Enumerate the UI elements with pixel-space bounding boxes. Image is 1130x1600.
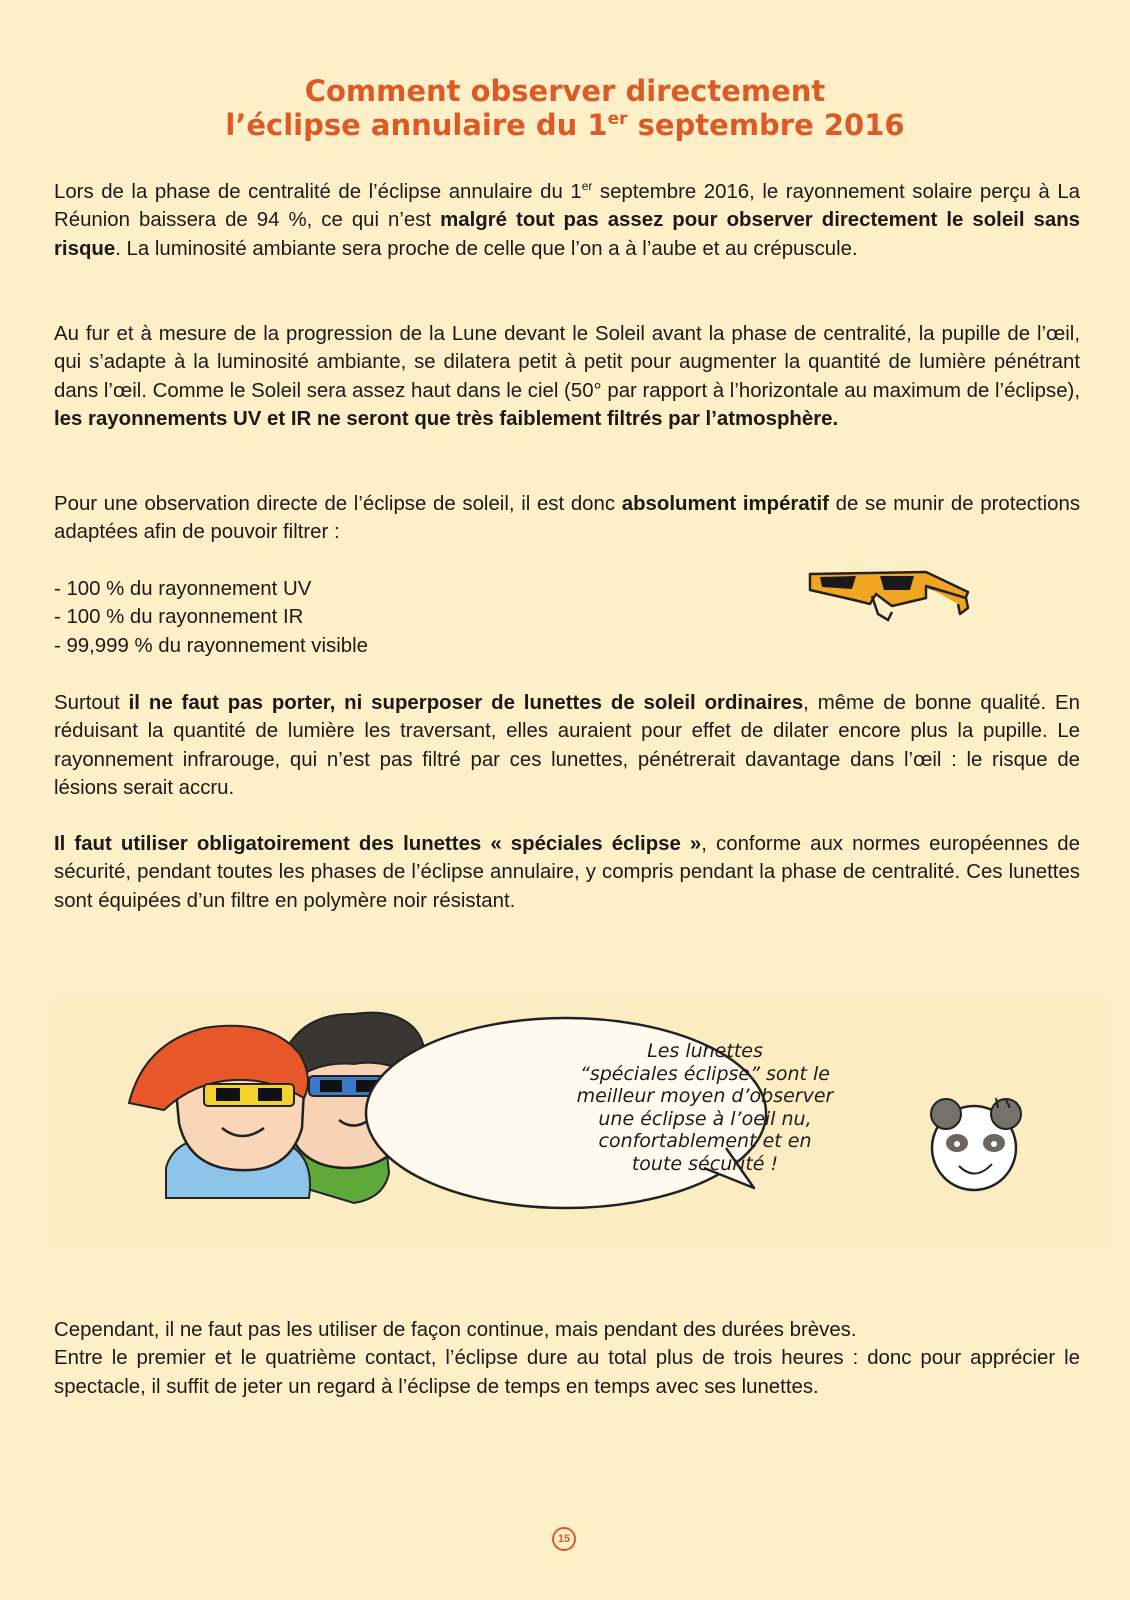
superscript: er — [581, 179, 593, 193]
title-line-1: Comment observer directement — [304, 74, 826, 108]
bubble-line: meilleur moyen d’observer — [576, 1085, 834, 1107]
bubble-line: Les lunettes — [647, 1040, 763, 1062]
bubble-line: une éclipse à l’oeil nu, — [598, 1107, 812, 1130]
bubble-line: confortablement et en — [598, 1130, 812, 1152]
list-item: - 99,999 % du rayonnement visible — [54, 634, 368, 657]
paragraph-text — [54, 830, 1080, 915]
paragraph-text — [54, 178, 1080, 263]
page-number: 15 — [552, 1527, 576, 1551]
bold-warning: il ne faut pas porter, ni superposer de lunettes de soleil ordinaires — [128, 692, 804, 714]
speech-bubble-text — [540, 1040, 870, 1175]
title-line-2 — [225, 108, 904, 142]
paragraph-pupille — [54, 320, 1080, 434]
paragraph-text — [54, 320, 1080, 434]
bold-warning: malgré tout pas assez pour observer directement le soleil sans risque — [54, 209, 1081, 260]
paragraph-lunettes-speciales — [54, 830, 1080, 915]
paragraph-duree — [54, 1316, 1080, 1401]
paragraph-protection — [54, 490, 1080, 547]
page-title — [0, 74, 1130, 142]
text-run: Lors de la phase de centralité de l’éclipse annulaire du 1 — [54, 181, 582, 203]
text-run: Au fur et à mesure de la progression de la Lune devant le Soleil avant la phase de centralité, la pupille de l’œil, qui s’adapte à la luminosité ambiante, se dilatera petit à petit pour augmenter la quantité de lumière pénétrant dans l’œil. Comme le Soleil sera assez haut dans le ciel (50° par rapport à l’horizontale au maximum de l’éclipse), — [54, 323, 1080, 402]
bold-warning: Il faut utiliser obligatoirement des lunettes « spéciales éclipse » — [54, 833, 702, 855]
text-run: Surtout — [54, 692, 129, 714]
text-run: , conforme aux normes européennes de sécurité, pendant toutes les phases de l’éclipse annulaire, y compris pendant la phase de centralité. Ces lunettes sont équipées d’un filtre en polymère noir résistant. — [54, 833, 1080, 912]
text-run: Pour une observation directe de l’éclipse de soleil, il est donc — [54, 493, 622, 515]
bubble-line: “spéciales éclipse” sont le — [579, 1062, 830, 1085]
title-line-2-end: septembre 2016 — [627, 108, 905, 142]
title-superscript: er — [607, 109, 628, 129]
paragraph-centralite — [54, 178, 1080, 263]
bold-warning: les rayonnements UV et IR ne seront que très faiblement filtrés par l’atmosphère. — [54, 408, 839, 431]
paragraph-text — [54, 689, 1080, 803]
paragraph-lunettes-ordinaires — [54, 689, 1080, 803]
title-line-2-text: l’éclipse annulaire du 1 — [225, 108, 608, 142]
eclipse-glasses-illustration — [808, 568, 978, 638]
bubble-line: toute sécurité ! — [631, 1152, 779, 1175]
text-run: , même de bonne qualité. En réduisant la quantité de lumière les traversant, elles auraient pour effet de dilater encore plus la pupille. Le rayonnement infrarouge, qui n’est pas filtré par ces lunettes, pénétrerait davantage dans l’œil : le risque de lésions serait accru. — [54, 692, 1080, 800]
text-run: de se munir de protections adaptées afin de pouvoir filtrer : — [54, 493, 1081, 544]
paragraph-text — [54, 490, 1080, 547]
text-run: septembre 2016, le rayonnement solaire perçu à La Réunion baissera de 94 %, ce qui n’est — [54, 181, 1080, 232]
text-run: . La luminosité ambiante sera proche de celle que l’on a à l’aube et au crépuscule. — [115, 237, 858, 260]
paragraph-text: Entre le premier et le quatrième contact, l’éclipse dure au total plus de trois heures : donc pour apprécier le spectacle, il suffit de jeter un regard à l’éclipse de temps en temps avec ses lunettes. — [54, 1347, 1080, 1398]
text-line: Cependant, il ne faut pas les utiliser de façon continue, mais pendant des durées brèves. — [54, 1319, 857, 1341]
list-item: - 100 % du rayonnement IR — [54, 606, 304, 629]
list-item: - 100 % du rayonnement UV — [54, 578, 312, 600]
bold-warning: absolument impératif — [621, 493, 829, 515]
